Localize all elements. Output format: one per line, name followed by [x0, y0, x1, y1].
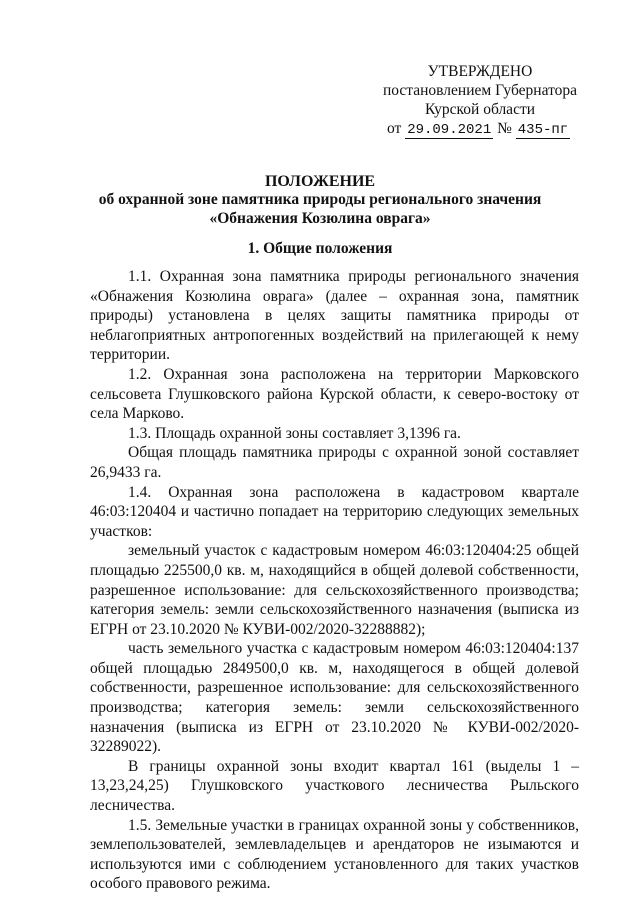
- number-prefix: №: [497, 120, 512, 137]
- approval-stamp: [380, 62, 580, 140]
- paragraph: В границы охранной зоны входит квартал 161 (выделы 1 – 13,23,24,25) Глушковского участкового лесничества Рыльского лесничества.: [90, 757, 579, 815]
- paragraph: 1.2. Охранная зона расположена на территории Марковского сельсовета Глушковского района Курской области, к северо-востоку от села Марково.: [90, 365, 579, 423]
- subtitle-line-2: «Обнажения Козюлина оврага»: [209, 210, 431, 227]
- approval-line-2: Курской области: [424, 101, 536, 118]
- paragraph: 1.3. Площадь охранной зоны составляет 3,1396 га.: [128, 424, 461, 442]
- decree-date: 29.09.2021: [407, 122, 492, 138]
- approval-decree-line: [380, 119, 580, 140]
- section-heading: 1. Общие положения: [247, 240, 393, 257]
- subtitle-line-1: об охранной зоне памятника природы регионального значения: [98, 191, 542, 208]
- approval-label: УТВЕРЖДЕНО: [427, 63, 533, 80]
- paragraph: 1.1. Охранная зона памятника природы регионального значения «Обнажения Козюлина оврага» (далее – охранная зона, памятник природы) установлена в целях защиты памятника природы от неблагоприятных антропогенных воздействий на прилегающей к нему территории.: [90, 268, 579, 364]
- paragraph: 1.4. Охранная зона расположена в кадастровом квартале 46:03:120404 и частично попадает на территорию следующих земельных участков:: [90, 483, 579, 540]
- document-title: ПОЛОЖЕНИЕ: [264, 173, 376, 190]
- paragraph: земельный участок с кадастровым номером 46:03:120404:25 общей площадью 225500,0 кв. м, находящийся в общей долевой собственности, разрешенное использование: для сельскохозяйственного производства; категория земель: земли сельскохозяйственного назначения (выписка из ЕГРН от 23.10.2020 № КУВИ-002/2020-32288882);: [90, 542, 579, 638]
- section-body: [90, 267, 579, 894]
- document-subtitle: [80, 190, 560, 228]
- paragraph: часть земельного участка с кадастровым номером 46:03:120404:137 общей площадью 2849500,0 кв. м, находящегося в общей долевой собственности, разрешенное использование: для сельскохозяйственного производства; категория земель: земли сельскохозяйственного назначения (выписка из ЕГРН от 23.10.2020 № КУВИ-002/2020-32289022).: [90, 640, 579, 756]
- paragraph: 1.5. Земельные участки в границах охранной зоны у собственников, землепользователей, землевладельцев и арендаторов не изымаются и используются ими с соблюдением установленного для таких участков особого правового режима.: [90, 816, 579, 893]
- approval-line-1: постановлением Губернатора: [382, 82, 578, 99]
- decree-number: 435-пг: [517, 122, 569, 138]
- date-prefix: от: [387, 120, 402, 137]
- paragraph: Общая площадь памятника природы с охранной зоной составляет 26,9433 га.: [90, 444, 579, 481]
